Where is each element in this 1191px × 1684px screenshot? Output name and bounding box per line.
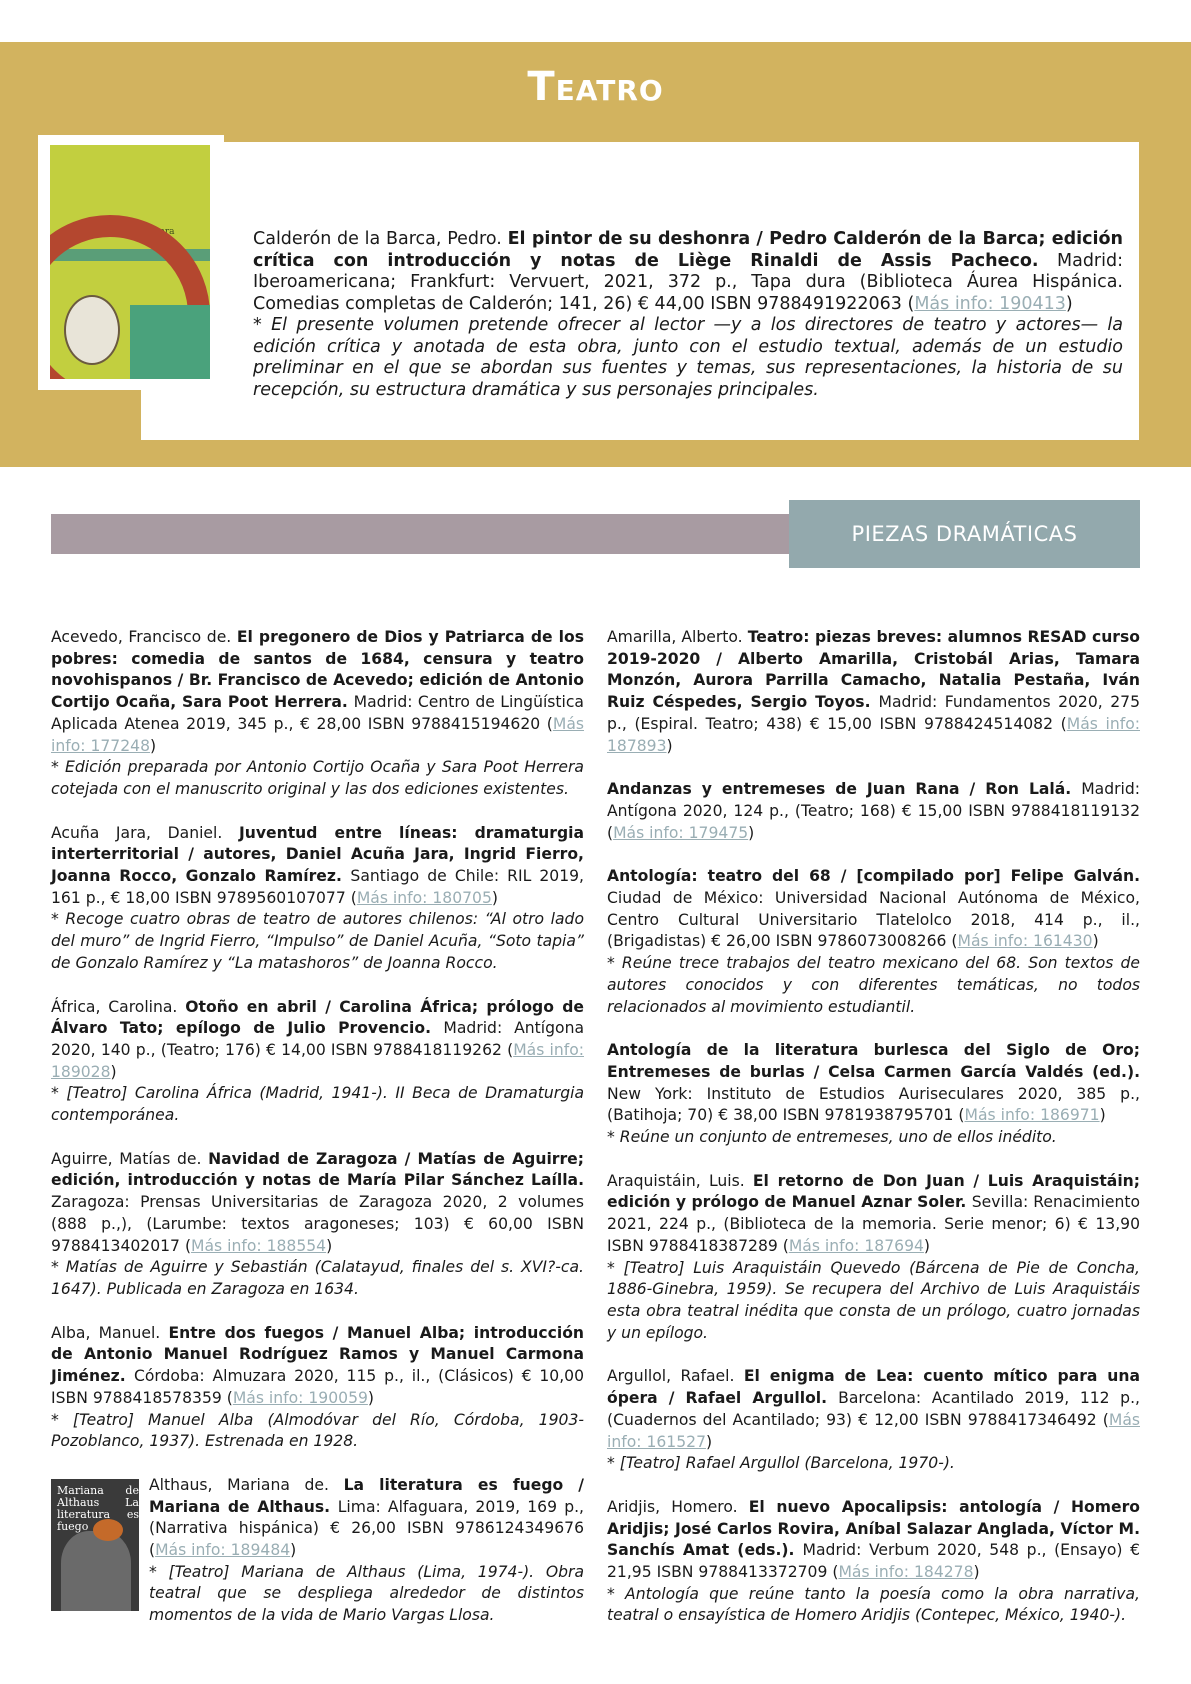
entry-details: Madrid: Centro de Lingüística Aplicada Atenea 2019, 345 p., € 28,00 ISBN 9788415194620	[51, 693, 584, 733]
entry-title: Teatro: piezas breves: alumnos RESAD curso 2019-2020 / Alberto Amarilla, Cristobál Arias, Tamara Monzón, Aurora Parrilla Camacho, Natalia Pestaña, Iván Ruiz Céspedes, Sergio Toyos.	[607, 628, 1140, 712]
more-info-link[interactable]: Más info: 187893	[607, 714, 1140, 755]
entry-more-wrap: (Más info: 177248)	[51, 714, 584, 755]
entry-details: Ciudad de México: Universidad Nacional Autónoma de México, Centro Cultural Universitario Tlatelolco 2018, 414 p., il., (Brigadistas) € 26,00 ISBN 9786073008266	[607, 889, 1140, 951]
contact-email[interactable]: info@ibero-americana.net	[904, 160, 1139, 181]
more-info-link[interactable]: Más info: 190059	[232, 1388, 368, 1407]
entry-more-wrap: (Más info: 189028)	[51, 1040, 584, 1081]
more-info-link[interactable]: Más info: 161527	[607, 1410, 1140, 1451]
entry-more-wrap: (Más info: 187694)	[782, 1236, 931, 1255]
more-info-link[interactable]: Más info: 161430	[957, 932, 1093, 951]
entry-title: Otoño en abril / Carolina África; prólogo de Álvaro Tato; epílogo de Julio Provencio.	[51, 997, 584, 1038]
entry-title: El pregonero de Dios y Patriarca de los pobres: comedia de santos de 1684, censura y teatro novohispanos / Br. Francisco de Acevedo; edición de Antonio Cortijo Ocaña, Sara Poot Herrera.	[51, 628, 584, 712]
more-info-link[interactable]: Más info: 184278	[838, 1563, 974, 1582]
more-info-link[interactable]: Más info: 189028	[51, 1040, 584, 1081]
section-bar	[51, 514, 789, 554]
entry-title: Antología: teatro del 68 / [compilado por] Felipe Galván.	[607, 867, 1140, 886]
entry-note: * [Teatro] Carolina África (Madrid, 1941-). II Beca de Dramaturgia contemporánea.	[51, 1084, 584, 1125]
left-column	[51, 627, 584, 1649]
more-info-link[interactable]: Más info: 180705	[356, 888, 492, 907]
entry-more-wrap: (Más info: 190059)	[226, 1388, 375, 1407]
entry-title: Entre dos fuegos / Manuel Alba; introducción de Antonio Manuel Rodríguez Ramos y Manuel Carmona Jiménez.	[51, 1323, 585, 1386]
more-info-link[interactable]: Más info: 189484	[155, 1541, 291, 1560]
entry-author: Althaus, Mariana de.	[149, 1475, 344, 1494]
more-info-link[interactable]: Más info: 190413	[914, 293, 1066, 314]
entry-note: * Reúne trece trabajos del teatro mexicano del 68. Son textos de autores conocidos y con diferentes temáticas, no todos relacionados al movimiento estudiantil.	[607, 954, 1140, 1016]
entry-author: Acevedo, Francisco de.	[51, 628, 237, 646]
entry-title: Juventud entre líneas: dramaturgia interterritorial / autores, Daniel Acuña Jara, Ingrid Fierro, Joanna Rocco, Gonzalo Ramírez.	[51, 823, 585, 886]
entry-details: Lima: Alfaguara, 2019, 169 p., (Narrativa hispánica) € 26,00 ISBN 9786124349676	[149, 1497, 584, 1538]
contact-info	[841, 160, 1139, 202]
thumbnail-cover-text: Mariana de Althaus La literatura es fuego	[57, 1483, 139, 1533]
entry-author: Aguirre, Matías de.	[51, 1149, 209, 1168]
catalog-entry	[607, 1040, 1140, 1149]
entry-more-wrap: (Más info: 189484)	[149, 1541, 297, 1560]
entry-author: Alba, Manuel.	[51, 1323, 169, 1342]
catalog-entry	[607, 779, 1140, 844]
entry-details: Zaragoza: Prensas Universitarias de Zaragoza 2020, 2 volumes (888 p.,), (Larumbe: textos aragoneses; 103) € 60,00 ISBN 9788413402017	[51, 1193, 584, 1255]
section-title: PIEZAS DRAMÁTICAS	[789, 500, 1140, 568]
entry-title: El enigma de Lea: cuento mítico para una ópera / Rafael Argullol.	[607, 1367, 1140, 1408]
entry-note: * [Teatro] Mariana de Althaus (Lima, 1974-). Obra teatral que se despliega alrededor de distintos momentos de la vida de Mario Vargas Llosa.	[149, 1562, 584, 1625]
featured-book-cover	[38, 135, 224, 390]
entry-title: La literatura es fuego / Mariana de Althaus.	[149, 1475, 584, 1516]
right-column	[607, 627, 1140, 1649]
entry-details: Madrid: Fundamentos 2020, 275 p., (Espiral. Teatro; 438) € 15,00 ISBN 9788424514082	[607, 693, 1140, 733]
entry-more-wrap: (Más info: 187893)	[607, 714, 1140, 755]
entry-author: África, Carolina.	[51, 997, 186, 1016]
entry-more-wrap: (Más info: 184278)	[832, 1563, 980, 1582]
catalog-entry	[607, 1171, 1140, 1345]
entry-note: * [Teatro] Manuel Alba (Almodóvar del Río, Córdoba, 1903-Pozoblanco, 1937). Estrenada en 1928.	[51, 1410, 584, 1451]
more-info-link[interactable]: Más info: 188554	[191, 1236, 327, 1255]
entry-author: Araquistáin, Luis.	[607, 1171, 753, 1190]
entry-author: Acuña Jara, Daniel.	[51, 823, 239, 842]
entry-details: Madrid: Verbum 2020, 548 p., (Ensayo) € 21,95 ISBN 9788413372709	[607, 1541, 1140, 1582]
catalog-entry	[607, 1366, 1140, 1475]
entry-note: * Reúne un conjunto de entremeses, uno de ellos inédito.	[607, 1128, 1057, 1147]
catalog-entry	[51, 627, 584, 801]
catalog-entry	[51, 823, 584, 975]
contact-website[interactable]: www.iberoamericana-vervuert.es	[840, 181, 1139, 202]
entry-note: * [Teatro] Rafael Argullol (Barcelona, 1970-).	[607, 1454, 955, 1473]
entry-more-wrap: (Más info: 186971)	[958, 1106, 1106, 1125]
featured-note: * El presente volumen pretende ofrecer al lector —y a los directores de teatro y actores— la edición crítica y anotada de esta obra, junto con el estudio textual, además de un estudio preliminar en el que se abordan sus fuentes y temas, sus representaciones, la historia de su recepción, su estructura dramática y sus personajes principales.	[253, 315, 1123, 400]
book-cover-thumbnail	[51, 1479, 139, 1611]
entry-details: New York: Instituto de Estudios Auriseculares 2020, 385 p., (Batihoja; 70) € 38,00 ISBN 9781938795701	[607, 1084, 1140, 1125]
more-info-link[interactable]: Más info: 186971	[964, 1106, 1100, 1125]
entry-details: Madrid: Antígona 2020, 140 p., (Teatro; 176) € 14,00 ISBN 9788418119262	[51, 1019, 585, 1059]
portrait-icon	[64, 295, 120, 365]
more-info-link[interactable]: Más info: 177248	[51, 714, 584, 755]
cover-image	[50, 145, 210, 379]
cover-title: El pintor de su deshonra	[62, 227, 175, 237]
entry-more-wrap: (Más info: 179475)	[607, 823, 755, 842]
entry-title: El nuevo Apocalipsis: antología / Homero Aridjis; José Carlos Rovira, Aníbal Salazar Anglada, Víctor M. Sanchís Amat (eds.).	[607, 1497, 1141, 1560]
entry-author: Amarilla, Alberto.	[607, 628, 748, 646]
catalog-entry	[51, 1475, 584, 1627]
entry-more-wrap: (Más info: 180705)	[350, 888, 498, 907]
entry-more-wrap: (Más info: 161527)	[607, 1410, 1140, 1451]
entry-details: Madrid: Antígona 2020, 124 p., (Teatro; 168) € 15,00 ISBN 9788418119132	[607, 780, 1140, 820]
more-info-link[interactable]: Más info: 187694	[788, 1236, 924, 1255]
catalog-entry	[51, 997, 584, 1127]
entry-details: Sevilla: Renacimiento 2021, 224 p., (Biblioteca de la memoria. Serie menor; 6) € 13,90 ISBN 9788418387289	[607, 1193, 1140, 1255]
entry-author: Argullol, Rafael.	[607, 1367, 744, 1386]
catalog-entry	[607, 866, 1140, 1018]
entry-details: Santiago de Chile: RIL 2019, 161 p., € 18,00 ISBN 9789560107077	[51, 867, 584, 907]
entry-author: Aridjis, Homero.	[607, 1497, 749, 1516]
more-info-link[interactable]: Más info: 179475	[613, 823, 749, 842]
featured-entry: Calderón de la Barca, Pedro. El pintor de su deshonra / Pedro Calderón de la Barca; edición crítica con introducción y notas de Liège Rinaldi de Assis Pacheco. Madrid: Iberoamericana; Frankfurt: Vervuert, 2021, 372 p., Tapa dura (Biblioteca Áurea Hispánica. Comedias completas de Calderón; 141, 26) € 44,00 ISBN 9788491922063 (Más info: 190413) * El presente volumen pretende ofrecer al lector —y a los directores de teatro y actores— la edición crítica y anotada de esta obra, junto con el estudio textual, además de un estudio preliminar en el que se abordan sus fuentes y temas, sus representaciones, la historia de su recepción, su estructura dramática y sus personajes principales.	[253, 229, 1123, 400]
entry-note: * [Teatro] Luis Araquistáin Quevedo (Bárcena de Pie de Concha, 1886-Ginebra, 1959). Se recupera del Archivo de Luis Araquistáis esta obra teatral inédita que consta de un prólogo, cuatro jornadas y un epílogo.	[607, 1258, 1140, 1342]
entry-note: * Edición preparada por Antonio Cortijo Ocaña y Sara Poot Herrera cotejada con el manuscrito original y las dos ediciones existentes.	[51, 758, 584, 798]
page-title: Teatro	[527, 64, 664, 110]
entry-note: * Antología que reúne tanto la poesía como la obra narrativa, teatral o ensayística de Homero Aridjis (Contepec, México, 1940-).	[607, 1584, 1140, 1625]
catalog-entry	[51, 1149, 584, 1301]
entry-details: Córdoba: Almuzara 2020, 115 p., il., (Clásicos) € 10,00 ISBN 9788418578359	[51, 1367, 585, 1407]
entry-title: Antología de la literatura burlesca del Siglo de Oro; Entremeses de burlas / Celsa Carmen García Valdés (ed.).	[607, 1041, 1140, 1081]
entry-more-wrap: (Más info: 161430)	[951, 932, 1099, 951]
entry-note: * Recoge cuatro obras de teatro de autores chilenos: “Al otro lado del muro” de Ingrid Fierro, “Impulso” de Daniel Acuña, “Soto tapia” de Gonzalo Ramírez y “La matashoros” de Joanna Rocco.	[51, 910, 584, 972]
catalog-entry	[607, 627, 1140, 757]
entry-note: * Matías de Aguirre y Sebastián (Calatayud, finales del s. XVI?-ca. 1647). Publicada en Zaragoza en 1634.	[51, 1258, 584, 1298]
featured-author: Calderón de la Barca, Pedro.	[253, 229, 502, 249]
featured-title: El pintor de su deshonra / Pedro Calderón de la Barca; edición crítica con introducción y notas de Liège Rinaldi de Assis Pacheco.	[253, 229, 1123, 271]
featured-details: Madrid: Iberoamericana; Frankfurt: Vervuert, 2021, 372 p., Tapa dura (Biblioteca Áurea Hispánica. Comedias completas de Calderón; 141, 26) € 44,00 ISBN 9788491922063	[253, 250, 1123, 314]
entry-title: Navidad de Zaragoza / Matías de Aguirre; edición, introducción y notas de María Pilar Sánchez Laílla.	[51, 1149, 584, 1190]
catalog-entry	[51, 1323, 584, 1453]
entry-title: Andanzas y entremeses de Juan Rana / Ron Lalá.	[607, 780, 1082, 799]
entry-details: Barcelona: Acantilado 2019, 112 p., (Cuadernos del Acantilado; 93) € 12,00 ISBN 9788417346492	[607, 1389, 1140, 1429]
entry-title: El retorno de Don Juan / Luis Araquistáin; edición y prólogo de Manuel Aznar Soler.	[607, 1171, 1141, 1212]
entry-more-wrap: (Más info: 188554)	[184, 1236, 333, 1255]
catalog-entry	[607, 1497, 1140, 1627]
